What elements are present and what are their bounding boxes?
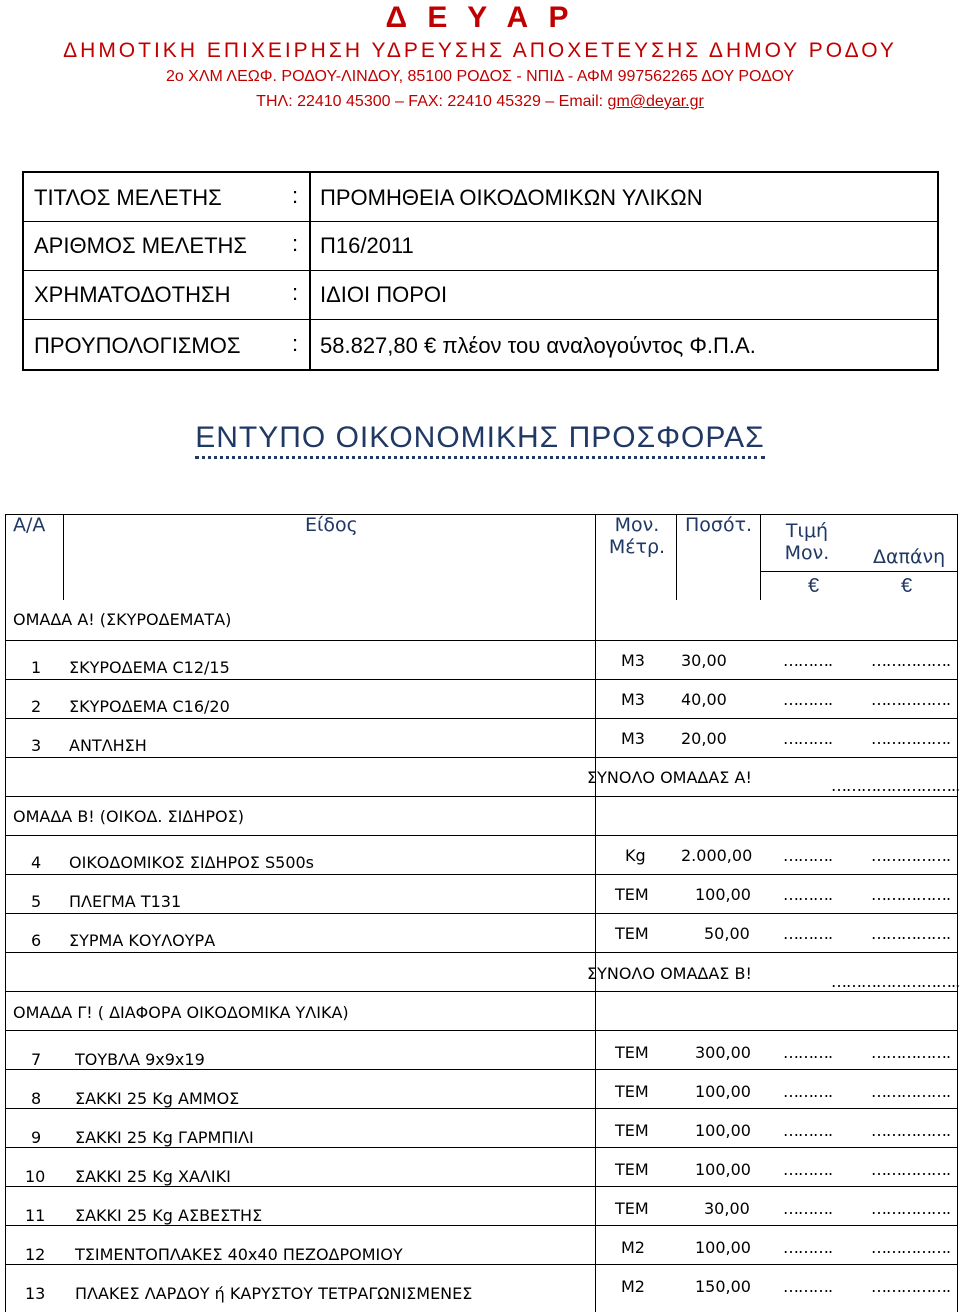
row-cost: ……………. <box>871 1082 951 1101</box>
header-unit-line1: Μον. <box>614 514 660 536</box>
table-row-line <box>5 1069 958 1070</box>
row-unit: ΤΕΜ <box>615 1160 649 1179</box>
table-row-line <box>5 640 958 641</box>
row-price: ………. <box>783 651 833 670</box>
row-price: ………. <box>783 1082 833 1101</box>
row-cost: ……………. <box>871 1121 951 1140</box>
row-price: ………. <box>783 729 833 748</box>
org-acronym: Δ Ε Υ Α Ρ <box>385 1 575 34</box>
group-total-label: ΣΥΝΟΛΟ ΟΜΑΔΑΣ Α! <box>587 768 752 787</box>
row-qty: 30,00 <box>704 1199 750 1218</box>
table-row-line <box>5 1147 958 1148</box>
row-unit: ΤΕΜ <box>615 1121 649 1140</box>
row-cost: ……………. <box>871 651 951 670</box>
row-number: 6 <box>31 931 42 950</box>
info-colon: : <box>292 280 299 305</box>
info-row-title <box>24 173 937 223</box>
table-row-line <box>5 835 958 836</box>
row-item: ΟΙΚΟΔΟΜΙΚΟΣ ΣΙΔΗΡΟΣ S500s <box>69 853 315 872</box>
info-value: ΙΔΙΟΙ ΠΟΡΟΙ <box>320 282 448 307</box>
study-info-box <box>22 171 939 371</box>
euro-icon: € <box>901 575 913 597</box>
row-unit: Μ3 <box>621 651 645 670</box>
row-cost: ……………. <box>871 924 951 943</box>
row-cost: ……………. <box>871 1238 951 1257</box>
table-row-line <box>5 1264 958 1265</box>
row-cost: ……………. <box>871 690 951 709</box>
row-qty: 20,00 <box>681 729 727 748</box>
row-item: ΣΑΚΚΙ 25 Kg ΓΑΡΜΠΙΛΙ <box>75 1128 254 1147</box>
table-row-line <box>5 913 958 914</box>
row-unit: Μ3 <box>621 690 645 709</box>
info-label: ΠΡΟΥΠΟΛΟΓΙΣΜΟΣ <box>34 333 241 358</box>
info-label: ΤΙΤΛΟΣ ΜΕΛΕΤΗΣ <box>34 185 222 210</box>
row-number: 9 <box>31 1128 42 1147</box>
row-unit: ΤΕΜ <box>615 885 649 904</box>
group-title: ΟΜΑΔΑ Γ! ( ΔΙΑΦΟΡΑ ΟΙΚΟΔΟΜΙΚΑ ΥΛΙΚΑ) <box>13 1003 349 1022</box>
info-value: Π16/2011 <box>320 233 414 258</box>
info-colon: : <box>292 331 299 356</box>
table-row-line <box>5 1225 958 1226</box>
row-number: 1 <box>31 658 42 677</box>
info-row-divider <box>24 319 937 320</box>
row-cost: ……………. <box>871 846 951 865</box>
info-row-number <box>24 221 937 271</box>
row-price: ………. <box>783 1160 833 1179</box>
group-title: ΟΜΑΔΑ Β! (ΟΙΚΟΔ. ΣΙΔΗΡΟΣ) <box>13 807 244 826</box>
row-price: ………. <box>783 846 833 865</box>
info-colon: : <box>292 183 299 208</box>
row-item: ΠΛΕΓΜΑ Τ131 <box>69 892 182 911</box>
table-col-line <box>676 514 677 600</box>
row-qty: 150,00 <box>695 1277 751 1296</box>
row-qty: 2.000,00 <box>681 846 753 865</box>
table-row-line <box>5 757 958 758</box>
row-qty: 30,00 <box>681 651 727 670</box>
row-item: ΣΚΥΡΟΔΕΜΑ C12/15 <box>69 658 230 677</box>
row-cost: ……………. <box>871 729 951 748</box>
info-value: 58.827,80 € πλέον του αναλογούντος Φ.Π.Α. <box>320 333 756 358</box>
row-item: ΑΝΤΛΗΣΗ <box>69 736 147 755</box>
table-row-line <box>5 1186 958 1187</box>
header-price-line2: Μον. <box>784 542 830 564</box>
table-border-top <box>5 514 958 515</box>
row-item: ΤΟΥΒΛΑ 9x9x19 <box>75 1050 205 1069</box>
org-address: 2ο ΧΛΜ ΛΕΩΦ. ΡΟΔΟΥ-ΛΙΝΔΟΥ, 85100 ΡΟΔΟΣ - ΝΠΙΔ - ΑΦΜ 997562265 ΔΟΥ ΡΟΔΟΥ <box>165 68 795 85</box>
row-price: ………. <box>783 1043 833 1062</box>
row-item: ΣΚΥΡΟΔΕΜΑ C16/20 <box>69 697 230 716</box>
header-qty: Ποσότ. <box>685 514 753 536</box>
row-number: 2 <box>31 697 42 716</box>
row-item: ΣΑΚΚΙ 25 Kg ΧΑΛΙΚΙ <box>75 1167 231 1186</box>
info-row-funding <box>24 270 937 320</box>
row-number: 5 <box>31 892 42 911</box>
row-cost: ……………. <box>871 1277 951 1296</box>
table-row-line <box>5 952 958 953</box>
header-unit-line2: Μέτρ. <box>608 536 666 558</box>
row-unit: Kg <box>625 846 646 865</box>
row-price: ………. <box>783 1121 833 1140</box>
form-title <box>0 421 960 455</box>
row-cost: ……………. <box>871 1199 951 1218</box>
row-qty: 100,00 <box>695 1121 751 1140</box>
row-price: ………. <box>783 885 833 904</box>
row-number: 13 <box>25 1284 46 1303</box>
table-row-line <box>5 796 958 797</box>
row-number: 11 <box>25 1206 46 1225</box>
header-price <box>777 520 837 564</box>
row-unit: Μ2 <box>621 1277 645 1296</box>
org-full-name: ΔΗΜΟΤΙΚΗ ΕΠΙΧΕΙΡΗΣΗ ΥΔΡΕΥΣΗΣ ΑΠΟΧΕΤΕΥΣΗΣ ΔΗΜΟΥ ΡΟΔΟΥ <box>63 39 897 62</box>
table-row-line <box>5 1030 958 1031</box>
table-row-line <box>760 571 958 572</box>
row-qty: 40,00 <box>681 690 727 709</box>
offer-table <box>5 514 958 1312</box>
row-price: ………. <box>783 1277 833 1296</box>
table-row-line <box>5 874 958 875</box>
row-item: ΣΑΚΚΙ 25 Kg ΑΣΒΕΣΤΗΣ <box>75 1206 263 1225</box>
row-number: 4 <box>31 853 42 872</box>
row-unit: ΤΕΜ <box>615 1082 649 1101</box>
group-total-value: …………………….. <box>831 776 960 795</box>
row-cost: ……………. <box>871 885 951 904</box>
info-row-budget <box>24 321 937 371</box>
group-total-value: …………………….. <box>831 972 960 991</box>
header-unit <box>607 514 667 558</box>
row-item: ΣΥΡΜΑ ΚΟΥΛΟΥΡΑ <box>69 931 216 950</box>
info-value: ΠΡΟΜΗΘΕΙΑ ΟΙΚΟΔΟΜΙΚΩΝ ΥΛΙΚΩΝ <box>320 185 703 210</box>
info-label: ΑΡΙΘΜΟΣ ΜΕΛΕΤΗΣ <box>34 233 248 258</box>
header-cost: Δαπάνη <box>873 546 946 568</box>
row-price: ………. <box>783 690 833 709</box>
row-qty: 300,00 <box>695 1043 751 1062</box>
euro-icon: € <box>808 575 820 597</box>
row-qty: 50,00 <box>704 924 750 943</box>
contact-phones: ΤΗΛ: 22410 45300 – FAX: 22410 45329 – Email: <box>256 93 608 110</box>
row-item: ΣΑΚΚΙ 25 Kg ΑΜΜΟΣ <box>75 1089 240 1108</box>
row-qty: 100,00 <box>695 1238 751 1257</box>
org-contact <box>0 92 960 112</box>
row-unit: ΤΕΜ <box>615 1043 649 1062</box>
table-row-line <box>5 679 958 680</box>
table-col-line <box>63 514 64 600</box>
row-unit: ΤΕΜ <box>615 924 649 943</box>
table-col-line <box>760 514 761 600</box>
info-colon: : <box>292 231 299 256</box>
table-row-line <box>5 718 958 719</box>
row-cost: ……………. <box>871 1043 951 1062</box>
row-qty: 100,00 <box>695 885 751 904</box>
row-qty: 100,00 <box>695 1082 751 1101</box>
header-price-line1: Τιμή <box>785 520 829 542</box>
row-price: ………. <box>783 1199 833 1218</box>
row-item: ΤΣΙΜΕΝΤΟΠΛΑΚΕΣ 40x40 ΠΕΖΟΔΡΟΜΙΟΥ <box>75 1245 403 1264</box>
row-price: ………. <box>783 1238 833 1257</box>
row-unit: Μ2 <box>621 1238 645 1257</box>
email-link[interactable]: gm@deyar.gr <box>607 93 704 110</box>
row-number: 10 <box>25 1167 46 1186</box>
group-total-label: ΣΥΝΟΛΟ ΟΜΑΔΑΣ Β! <box>587 964 752 983</box>
row-number: 8 <box>31 1089 42 1108</box>
row-unit: Μ3 <box>621 729 645 748</box>
row-number: 12 <box>25 1245 46 1264</box>
group-title: ΟΜΑΔΑ Α! (ΣΚΥΡΟΔΕΜΑΤΑ) <box>13 610 232 629</box>
table-row-line <box>5 1108 958 1109</box>
header-item: Είδος <box>305 514 358 536</box>
row-unit: ΤΕΜ <box>615 1199 649 1218</box>
row-item: ΠΛΑΚΕΣ ΛΑΡΔΟΥ ή ΚΑΡΥΣΤΟΥ ΤΕΤΡΑΓΩΝΙΣΜΕΝΕΣ <box>75 1284 473 1303</box>
row-price: ………. <box>783 924 833 943</box>
row-number: 3 <box>31 736 42 755</box>
row-cost: ……………. <box>871 1160 951 1179</box>
info-label: ΧΡΗΜΑΤΟΔΟΤΗΣΗ <box>34 282 231 307</box>
table-row-line <box>5 991 958 992</box>
row-qty: 100,00 <box>695 1160 751 1179</box>
header-aa: Α/Α <box>13 514 46 536</box>
form-title-text: ΕΝΤΥΠΟ ΟΙΚΟΝΟΜΙΚΗΣ ΠΡΟΣΦΟΡΑΣ <box>195 421 764 459</box>
row-number: 7 <box>31 1050 42 1069</box>
